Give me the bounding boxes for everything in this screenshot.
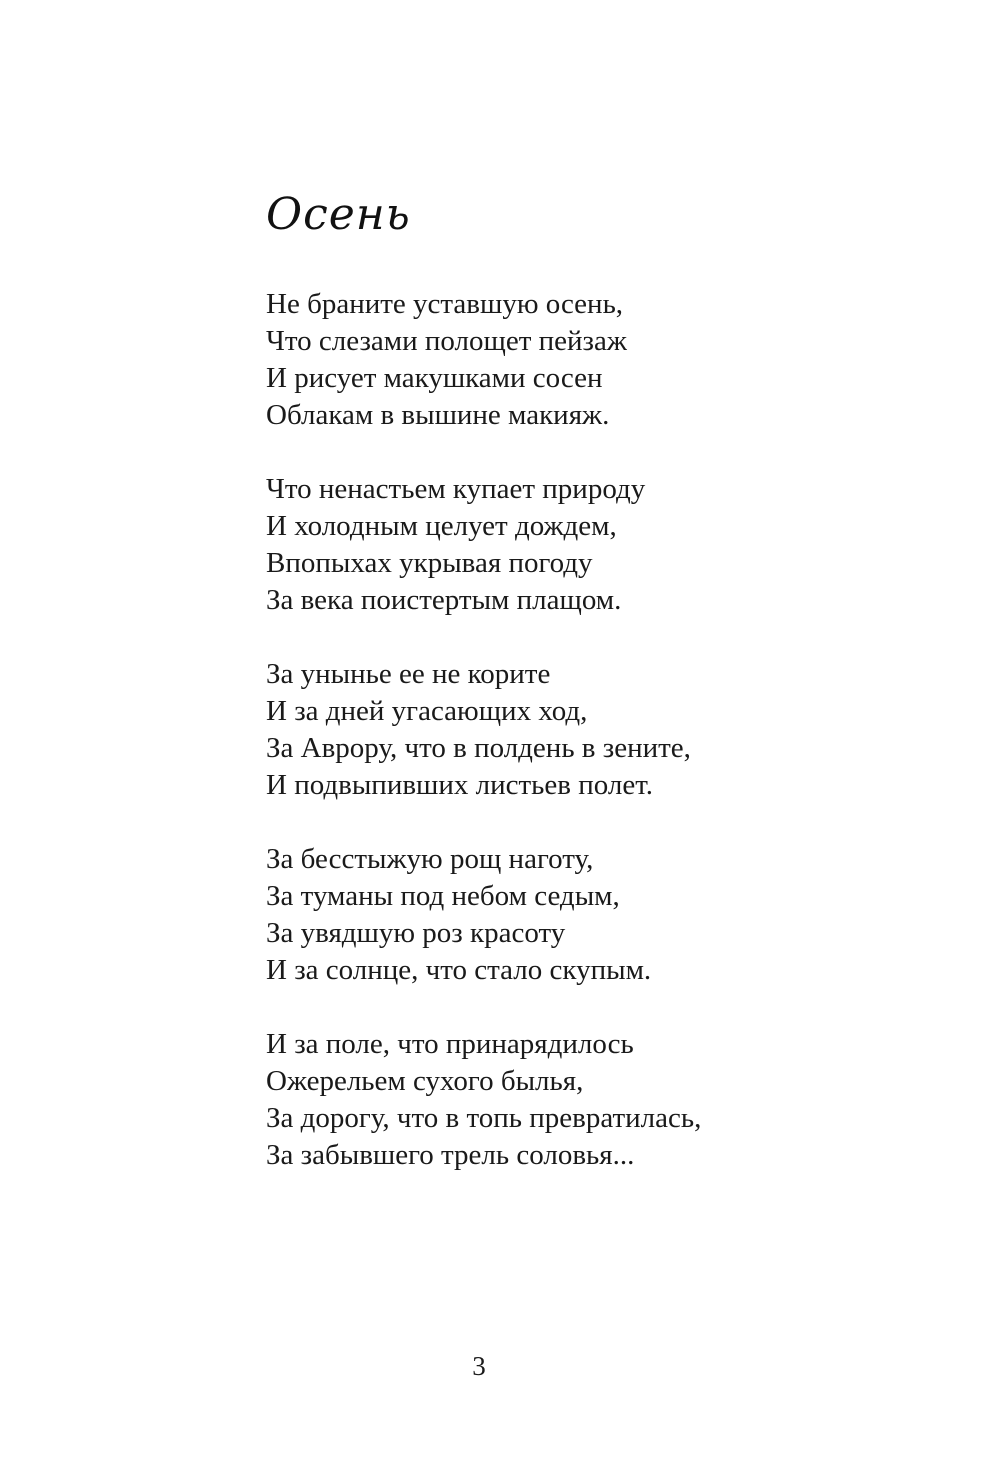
poem-line: За дорогу, что в топь превратилась, (266, 1102, 702, 1134)
poem-line: И подвыпивших листьев полет. (266, 769, 653, 801)
poem-line: И за солнце, что стало скупым. (266, 954, 652, 986)
stanza-4 (266, 841, 866, 989)
poem-line: За Аврору, что в полдень в зените, (266, 732, 691, 764)
poem-title: Осень (266, 189, 411, 240)
stanza-1 (266, 286, 866, 434)
stanza-3 (266, 656, 866, 804)
poem-line: За бесстыжую рощ наготу, (266, 843, 594, 875)
poem-line: Что слезами полощет пейзаж (266, 325, 627, 357)
poem-line: За унынье ее не корите (266, 658, 551, 690)
poem-line: За забывшего трель соловья... (266, 1139, 635, 1171)
page-number: 3 (472, 1351, 486, 1381)
poem-line: И за дней угасающих ход, (266, 695, 588, 727)
stanza-5 (266, 1026, 866, 1174)
poem-body (266, 286, 866, 1211)
poem-line: Ожерельем сухого былья, (266, 1065, 584, 1097)
poem-line: Что ненастьем купает природу (266, 473, 646, 505)
poem-line: Не браните уставшую осень, (266, 288, 624, 320)
poem-line: За туманы под небом седым, (266, 880, 620, 912)
poem-line: Облакам в вышине макияж. (266, 399, 610, 431)
poem-line: За века поистертым плащом. (266, 584, 622, 616)
poem-line: И холодным целует дождем, (266, 510, 617, 542)
poem-line: И за поле, что принарядилось (266, 1028, 634, 1060)
poem-line: И рисует макушками сосен (266, 362, 603, 394)
poem-line: За увядшую роз красоту (266, 917, 566, 949)
stanza-2 (266, 471, 866, 619)
poem-line: Впопыхах укрывая погоду (266, 547, 593, 579)
